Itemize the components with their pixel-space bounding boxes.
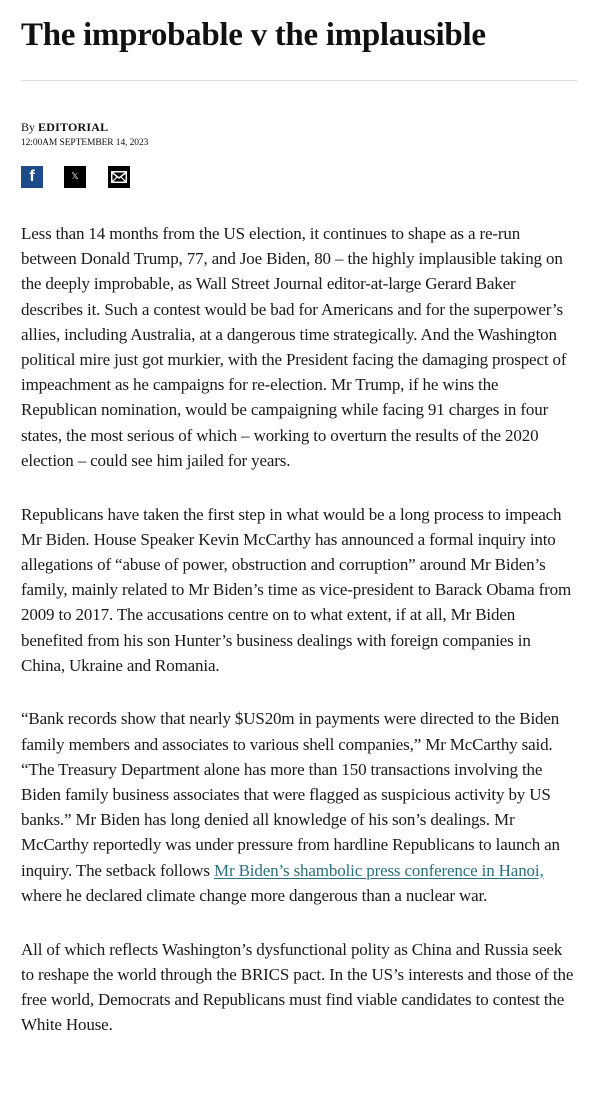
paragraph-text: where he declared climate change more dangerous than a nuclear war.: [21, 885, 488, 905]
byline: [21, 120, 108, 134]
byline-author[interactable]: EDITORIAL: [38, 120, 109, 134]
byline-prefix: By: [21, 120, 36, 134]
article-paragraph: All of which reflects Washington’s dysfunctional polity as China and Russia seek to reshape the world through the BRICS pact. In the US’s interests and those of the free world, Democrats and Republicans must find viable candidates to contest the White House.: [21, 939, 574, 1035]
share-facebook-button[interactable]: [21, 166, 43, 188]
email-icon: [111, 171, 127, 183]
article-paragraph: Less than 14 months from the US election, it continues to shape as a re-run between Donald Trump, 77, and Joe Biden, 80 – the highly implausible taking on the deeply improbable, as Wall Street Journal editor-at-large Gerard Baker describes it. Such a contest would be bad for Americans and for the superpower’s allies, including Australia, at a dangerous time strategically. And the Washington political mire just got murkier, with the President facing the damaging prospect of impeachment as he campaigns for re-election. Mr Trump, if he wins the Republican nomination, would be campaigning while facing 91 charges in four states, the most serious of which – working to overturn the results of the 2020 election – could see him jailed for years.: [21, 224, 567, 470]
facebook-icon: f: [29, 168, 35, 185]
headline-divider: [21, 80, 577, 81]
publish-timestamp: 12:00AM SEPTEMBER 14, 2023: [21, 138, 149, 148]
article-paragraph: [21, 706, 577, 908]
paragraph-text: “Bank records show that nearly $US20m in payments were directed to the Biden family members and associates to various shell companies,” Mr McCarthy said. “The Treasury Department alone has more than 150 transactions involving the Biden family business associates that were flagged as suspicious activity by US banks.” Mr Biden has long denied all knowledge of his son’s dealings. Mr McCarthy reportedly was under pressure from hardline Republicans to launch an inquiry. The setback follows: [21, 709, 560, 880]
share-x-button[interactable]: [64, 166, 86, 188]
hanoi-press-conference-link[interactable]: Mr Biden’s shambolic press conference in Hanoi,: [214, 860, 544, 880]
headline: The improbable v the implausible: [21, 17, 486, 53]
article-body: [21, 221, 577, 1066]
x-icon: 𝕏: [71, 172, 79, 182]
share-email-button[interactable]: [108, 166, 130, 188]
article-paragraph: Republicans have taken the first step in what would be a long process to impeach Mr Biden. House Speaker Kevin McCarthy has announced a formal inquiry into allegations of “abuse of power, obstruction and corruption” around Mr Biden’s family, mainly related to Mr Biden’s time as vice-president to Barack Obama from 2009 to 2017. The accusations centre on to what extent, if at all, Mr Biden benefited from his son Hunter’s business dealings with foreign companies in China, Ukraine and Romania.: [21, 504, 572, 675]
